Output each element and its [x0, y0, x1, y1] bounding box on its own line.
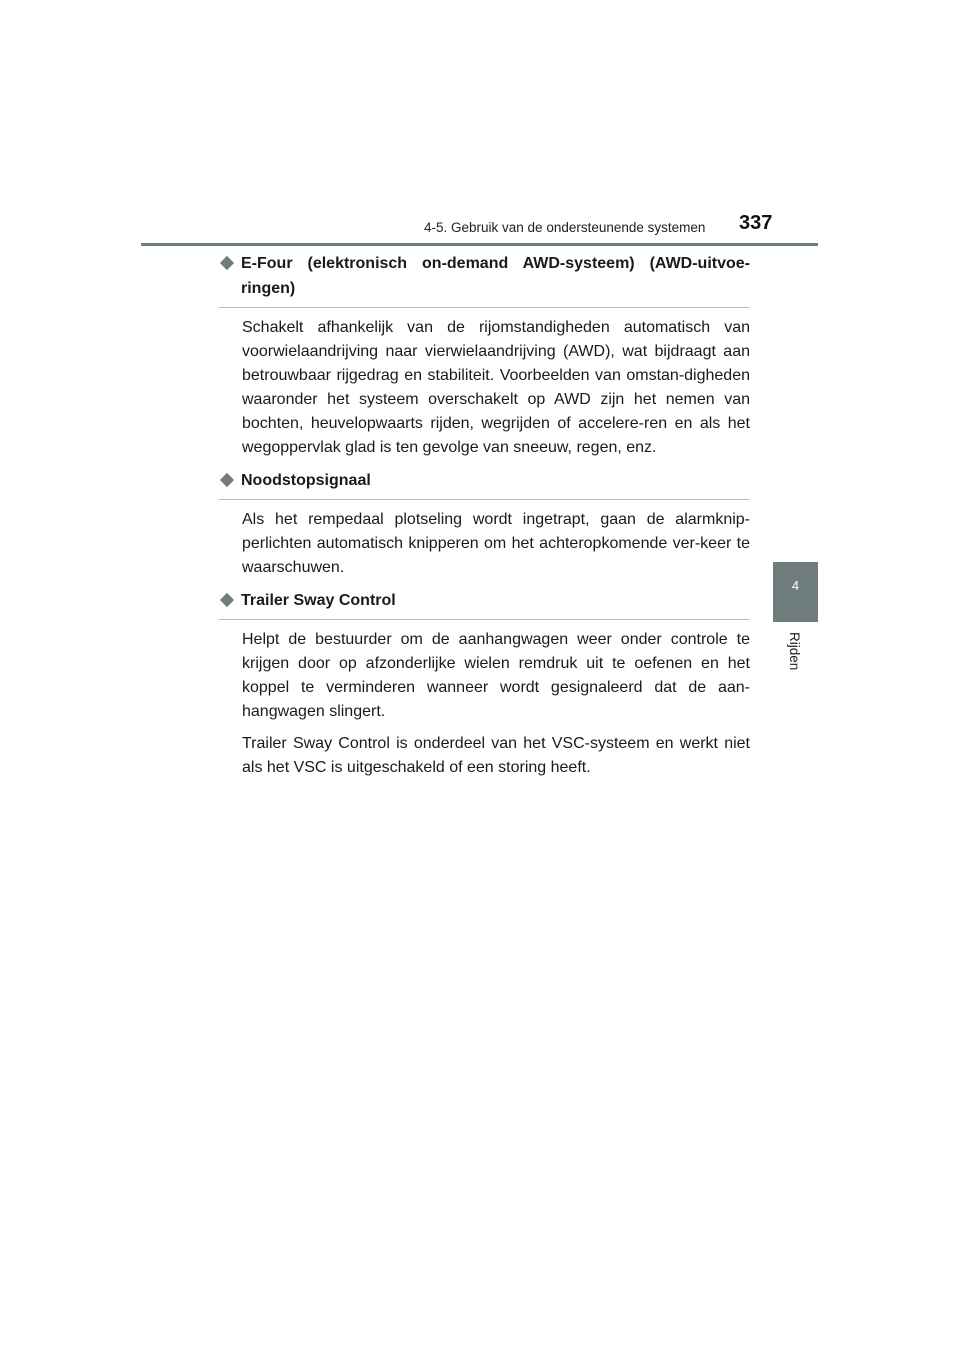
- chapter-label: Rijden: [787, 632, 802, 671]
- page-number: 337: [739, 212, 773, 234]
- section-noodstopsignaal: [219, 468, 750, 580]
- header-rule: [141, 243, 818, 246]
- paragraph: Trailer Sway Control is onderdeel van het VSC-systeem en werkt niet als het VSC is uitgeschakeld of een storing heeft.: [242, 735, 750, 776]
- section-title: E-Four (elektronisch on-demand AWD-systeem) (AWD-uitvoe-ringen): [241, 255, 750, 297]
- paragraph: Als het rempedaal plotseling wordt ingetrapt, gaan de alarmknip-perlichten automatisch knipperen om het achteropkomende ver-keer te waarschuwen.: [242, 511, 750, 576]
- chapter-tab: [773, 562, 818, 622]
- diamond-bullet-icon: [220, 256, 234, 270]
- chapter-number: 4: [791, 578, 800, 593]
- section-trailer-sway-control: [219, 588, 750, 780]
- header-section-title: 4-5. Gebruik van de ondersteunende systemen: [424, 220, 706, 235]
- diamond-bullet-icon: [220, 593, 234, 607]
- diamond-bullet-icon: [220, 473, 234, 487]
- section-heading: [219, 468, 750, 500]
- paragraph: Schakelt afhankelijk van de rijomstandigheden automatisch van voorwielaandrijving naar vierwielaandrijving (AWD), wat bijdraagt aan betrouwbaar rijgedrag en stabiliteit. Voorbeelden van omstan-digheden waaronder het systeem overschakelt op AWD zijn het nemen van bochten, heuvelopwaarts rijden, wegrijden of accelere-ren en als het wegoppervlak glad is ten gevolge van sneeuw, regen, enz.: [242, 319, 750, 456]
- section-heading: [219, 588, 750, 620]
- section-title: Trailer Sway Control: [241, 592, 396, 609]
- main-content: [219, 251, 750, 788]
- section-e-four: [219, 251, 750, 460]
- section-heading: [219, 251, 750, 308]
- paragraph: Helpt de bestuurder om de aanhangwagen weer onder controle te krijgen door op afzonderlijke wielen remdruk uit te oefenen en het koppel te verminderen wanneer wordt gesignaleerd dat de aan-hangwagen slingert.: [242, 631, 750, 720]
- section-title: Noodstopsignaal: [241, 472, 371, 489]
